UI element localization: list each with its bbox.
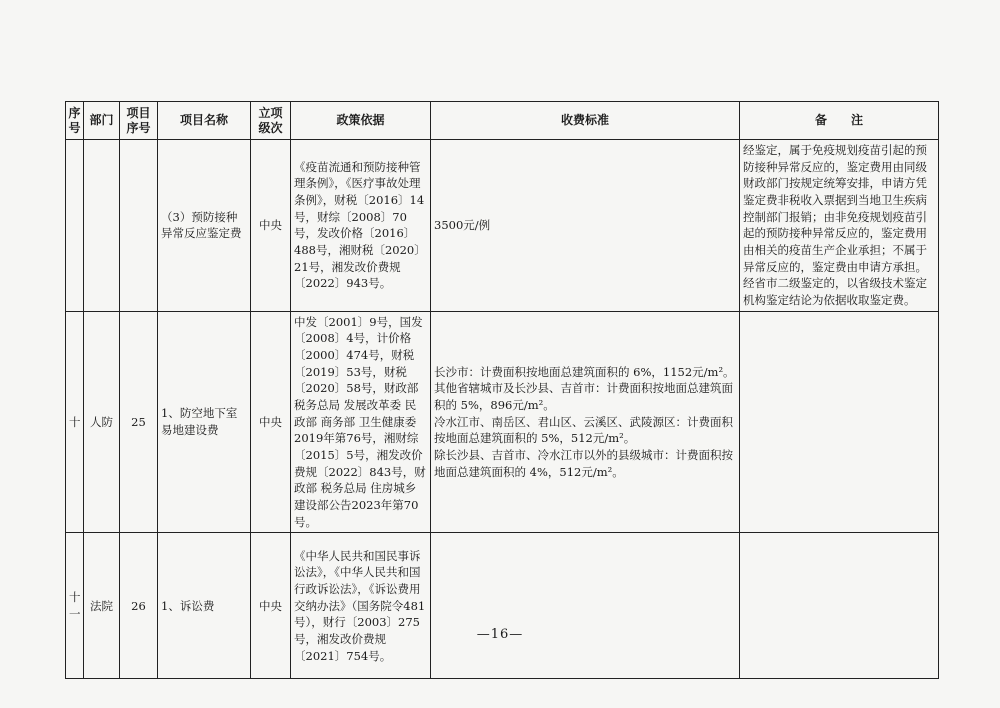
- header-standard: 收费标准: [431, 102, 740, 140]
- page-number: —16—: [476, 627, 524, 642]
- cell-level: 中央: [251, 311, 291, 533]
- cell-level: 中央: [251, 140, 291, 312]
- table-row: [66, 140, 939, 312]
- cell-dept: 法院: [84, 533, 120, 679]
- fee-table: [65, 101, 939, 679]
- header-basis: 政策依据: [291, 102, 431, 140]
- standard-line: 除长沙县、吉首市、冷水江市以外的县级城市：计费面积按地面总建筑面积的 4%，512元/m²。: [434, 448, 733, 479]
- header-seq: 序号: [66, 102, 84, 140]
- cell-item-name: （3）预防接种异常反应鉴定费: [158, 140, 251, 312]
- cell-remark: [740, 533, 939, 679]
- cell-seq: [66, 140, 84, 312]
- cell-basis: 《疫苗流通和预防接种管理条例》，《医疗事故处理条例》，财税〔2016〕14号，财综〔2008〕70号，发改价格〔2016〕488号，湘财税〔2020〕21号，湘发改价费规〔2022〕943号。: [291, 140, 431, 312]
- cell-remark: 经鉴定，属于免疫规划疫苗引起的预防接种异常反应的，鉴定费用由同级财政部门按规定统筹安排，申请方凭鉴定费非税收入票据到当地卫生疾病控制部门报销；由非免疫规划疫苗引起的预防接种异常反应的，鉴定费用由相关的疫苗生产企业承担；不属于异常反应的，鉴定费由申请方承担。经省市二级鉴定的，以省级技术鉴定机构鉴定结论为依据收取鉴定费。: [740, 140, 939, 312]
- cell-standard: [431, 140, 740, 312]
- cell-dept: [84, 140, 120, 312]
- cell-item-name: 1、防空地下室易地建设费: [158, 311, 251, 533]
- table-row: [66, 311, 939, 533]
- cell-standard: [431, 311, 740, 533]
- table-header-row: [66, 102, 939, 140]
- cell-dept: 人防: [84, 311, 120, 533]
- cell-item-seq: 25: [120, 311, 158, 533]
- standard-line: 长沙市：计费面积按地面总建筑面积的 6%，1152元/m²。: [434, 364, 735, 379]
- header-item-seq: 项目序号: [120, 102, 158, 140]
- cell-item-name: 1、诉讼费: [158, 533, 251, 679]
- cell-basis: 中发〔2001〕9号，国发〔2008〕4号，计价格〔2000〕474号，财税〔2019〕53号，财税〔2020〕58号，财政部 税务总局 发展改革委 民政部 商务部 卫生健康委2019年第76号，湘财综〔2015〕5号，湘发改价费规〔2022〕843号，财政部 税务总局 住房城乡建设部公告2023年第70号。: [291, 311, 431, 533]
- header-remark: 备 注: [740, 102, 939, 140]
- cell-standard: [431, 533, 740, 679]
- cell-item-seq: [120, 140, 158, 312]
- header-level: 立项级次: [251, 102, 291, 140]
- standard-line: 其他省辖城市及长沙县、吉首市：计费面积按地面总建筑面积的 5%，896元/m²。: [434, 381, 733, 413]
- header-dept: 部门: [84, 102, 120, 140]
- cell-seq: 十一: [66, 533, 84, 679]
- cell-level: 中央: [251, 533, 291, 679]
- cell-item-seq: 26: [120, 533, 158, 679]
- cell-basis: 《中华人民共和国民事诉讼法》，《中华人民共和国行政诉讼法》，《诉讼费用交纳办法》（国务院令481号），财行〔2003〕275号，湘发改价费规〔2021〕754号。: [291, 533, 431, 679]
- standard-line: 冷水江市、南岳区、君山区、云溪区、武陵源区：计费面积按地面总建筑面积的 5%，512元/m²。: [434, 414, 733, 446]
- header-item-name: 项目名称: [158, 102, 251, 140]
- table-row: [66, 533, 939, 679]
- cell-seq: 十: [66, 311, 84, 533]
- standard-line: 3500元/例: [434, 218, 491, 233]
- cell-remark: [740, 311, 939, 533]
